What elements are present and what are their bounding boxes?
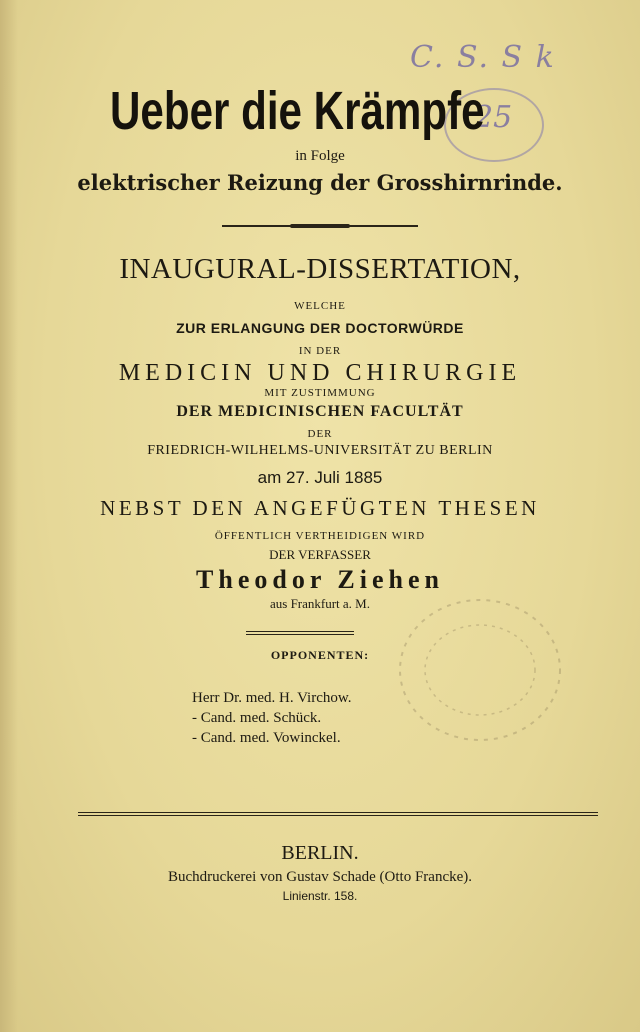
oeffentlich-text: ÖFFENTLICH VERTHEIDIGEN WIRD [214, 530, 426, 542]
in-der-text: IN DER [298, 345, 342, 357]
printer-address: Linienstr. 158. [282, 889, 358, 903]
author-origin: aus Frankfurt a. M. [269, 596, 370, 611]
ornament-rule [222, 225, 418, 227]
in-folge-text: in Folge [295, 148, 345, 164]
dissertation-heading: INAUGURAL-DISSERTATION, [119, 253, 521, 285]
university-name: FRIEDRICH-WILHELMS-UNIVERSITÄT ZU BERLIN [147, 443, 493, 458]
welche-text: WELCHE [294, 300, 346, 312]
faded-stamp-icon [380, 580, 580, 760]
bottom-rule-bottom [78, 815, 598, 816]
handwritten-number: 25 [474, 100, 513, 135]
opponent-3: - Cand. med. Vowinckel. [192, 730, 341, 746]
handwritten-note: C. S. S k [410, 40, 556, 75]
bottom-rule-top [78, 812, 598, 813]
printer-name: Buchdruckerei von Gustav Schade (Otto Francke). [167, 869, 473, 885]
defense-date: am 27. Juli 1885 [257, 468, 383, 487]
zur-erlangung-text: ZUR ERLANGUNG DER DOCTORWÜRDE [176, 320, 464, 336]
publication-city: BERLIN. [281, 842, 359, 864]
double-rule-bottom [246, 634, 354, 635]
main-title: Ueber die Krämpfe [110, 81, 485, 141]
facultaet-text: DER MEDICINISCHEN FACULTÄT [176, 403, 464, 420]
subtitle: elektrischer Reizung der Grosshirnrinde. [77, 170, 563, 195]
der-text: DER [307, 428, 333, 440]
nebst-thesen-text: NEBST DEN ANGEFÜGTEN THESEN [100, 496, 540, 520]
der-verfasser-text: DER VERFASSER [269, 547, 371, 562]
mit-zustimmung-text: MIT ZUSTIMMUNG [264, 387, 376, 399]
faculty-subject: MEDICIN UND CHIRURGIE [118, 360, 522, 386]
double-rule-top [246, 631, 354, 632]
author-name: Theodor Ziehen [196, 565, 444, 594]
opponent-1: Herr Dr. med. H. Virchow. [192, 690, 352, 706]
opponent-2: - Cand. med. Schück. [192, 710, 322, 726]
opponenten-heading: OPPONENTEN: [270, 648, 370, 662]
